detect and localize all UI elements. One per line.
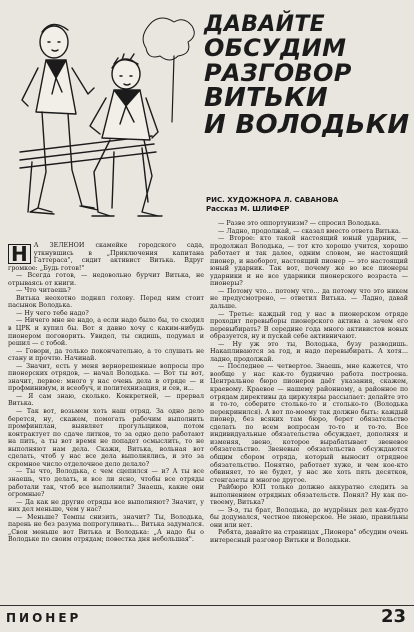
paragraph: — Ты что, Володька, с чем сцепился — и? А ты все знаешь, что делать, и все ли ясно, чтобы все отряды работали так, чтоб все выполнили? Знаешь, какие они огромные?: [8, 468, 204, 499]
drop-cap: Н: [8, 244, 31, 264]
right-text-column: [210, 220, 408, 604]
left-text-column: [8, 242, 204, 604]
title-line-2: ОБСУДИМ: [204, 34, 347, 63]
paragraph: — Говори, да только покончательно, а то слушать не стану и прочтю. Начинай.: [8, 347, 204, 363]
paragraph: — Так вот, возьмем хоть наш отряд. За одно дело берется, ну, скажем, помогать рабочим выполнить промфинплан, выявляет прогульщиков, потом контрактует по сдаче литков, то за одно дело работают на пить, а ты вот время не попадет осмыслить, то не выполняют нам дела. Скажи, Витька, вольная вот сделать, чтоб у нас все дела выполнялись, и это за скромное число отделочное дело делало?: [8, 408, 204, 468]
paragraph: — Всегда готов, — недовольно бурчит Витька, не отрываясь от книги.: [8, 272, 204, 287]
paragraph: — Меньше? Темпы снизить, значит? Ты, Володька, парень не без разума попрогуливать... Витька задумался. „Свои меньше вот Витька и Володька: „А надо бы о Володьке по своим отрядам; повестка дня небольшая".: [8, 513, 204, 544]
paragraph: Ребята, давайте на страницах „Пионера" обсудим очень интересный разговор Витьки и Володьки.: [210, 529, 408, 544]
paragraph: Витька неохотно поднял голову. Перед ним стоит пасынок Володька.: [8, 294, 204, 310]
paragraph: — Э-э, ты брат, Володька, до мудрёных дел как-будто бы додумался, честное пионерское. Не знаю, правильны они или нет.: [210, 506, 408, 529]
paragraph: — Второе: кто такой настоящий юный ударник, — продолжал Володька, — тот кто хорошо учится, хорошо работает и так далее, одним словом, не настоящий пионер, и наоборот, настоящий пионер — это настоящий юный ударник. Так вот, почему же во все пионеры ударники и не все ударники пионерского возраста — пионеры?: [210, 235, 408, 288]
paragraph: — Ничего мне не надо, а если надо было бы, то сходил в ЦРК и купил бы. Вот я давно хочу с каким-нибудь пионером поговорить. Увидел, ты сидишь, подумал и решил — с тобой.: [8, 317, 204, 348]
paragraph: — Третье: каждый год у нас в пионерском отряде проходит перевыборы пионерского актива а зачем его перевыбирать? В середине года много активистов новых образуется, ну и пускай себе активничают.: [210, 310, 408, 341]
illustrator-credit: РИС. ХУДОЖНОРА Л. САВАНОВА: [206, 196, 339, 204]
footer-rule: [0, 605, 414, 606]
article-credits: [206, 196, 412, 214]
paragraph: — Я сам знаю, сколько. Конкретней, — прервал Витька.: [8, 392, 204, 408]
page-number: 23: [380, 606, 406, 627]
paragraph: — Разве это оппортунизм? — спросил Володька.: [218, 220, 382, 227]
article-title: [204, 14, 410, 138]
title-line-5: И ВОЛОДЬКИ: [204, 109, 410, 140]
paragraph: — Значит, есть у меня вернорешенные вопросы про пионерских отрядов, — начал Володька. — Вот ты вот, значит, первое: много у нас очень дела в отряде — и профминимум, и всеобуч, и политехнизация, и сев, и...: [8, 362, 204, 393]
title-line-4: ВИТЬКИ: [204, 83, 328, 114]
paragraph: — Ну чего тебе надо?: [16, 309, 89, 317]
paragraph: Райбюро ЮП только должно аккуратно следить за выполнением отрядных обязательств. Понял? Ну как по-твоему, Витька?: [210, 484, 408, 507]
author-credit: Рассказ М. ШЛИФЕР: [206, 205, 290, 213]
paragraph: — Последнее — четвертое. Знаешь, мне кажется, что вообще у нас как-то буднично работа построена. Центральное бюро пионеров даёт указания, скажем, краевому. Краевое — нашему районному, а районное по отрядам директивы да циркуляры рассылает: делайте это и то-то, соберите столько-то и столько-то (Володька перекринился). А вот по-моему так должно быть: каждый пионер, без всяких там бюро, берет обязательство сделать по всем вопросам то-то и то-то. Все индивидуальные обязательства обсуждает, дополняя и изменяя, звено, которое вырабатывает звеневое обязательство. Звеневые обязательства обсуждаются общим сбором отряда, который выносит отрядное обязательство. Понятно, работает хуже, и чем кое-кто обвиняет, то не будет, у нас же хоть пять десятков, стенгазеты и многое другое.: [210, 363, 408, 484]
illustration-two-boys-on-bench: [2, 2, 198, 238]
paragraph: — Что читаешь?: [16, 287, 71, 295]
title-line-3: РАЗГОВОР: [204, 58, 352, 87]
title-line-1: ДАВАЙТЕ: [204, 12, 325, 37]
paragraph: А ЗЕЛЕНОЙ скамейке городского сада, уткнувшись в „Приключения капитана Гаттераса", сидит активист Витька. Вдруг громкое: „Будь готов!": [8, 242, 204, 272]
paragraph: — Ну уж это ты, Володька, бузу разводишь. Накапливаются за год, и надо перевыбирать. А хотя... ладно, продолжай.: [210, 340, 408, 363]
paragraph: — Да как не другие отряды все выполняют? Значит, у них дел меньше, чем у нас?: [8, 498, 204, 514]
magazine-name: ПИОНЕР: [6, 611, 82, 625]
paragraph: — Потому что... потому что... да потому что это никем не предусмотрено, — ответил Витька. — Ладно, давай дальше.: [210, 287, 408, 311]
paragraph: — Ладно, продолжай, — сказал вместо ответа Витька.: [218, 227, 401, 235]
